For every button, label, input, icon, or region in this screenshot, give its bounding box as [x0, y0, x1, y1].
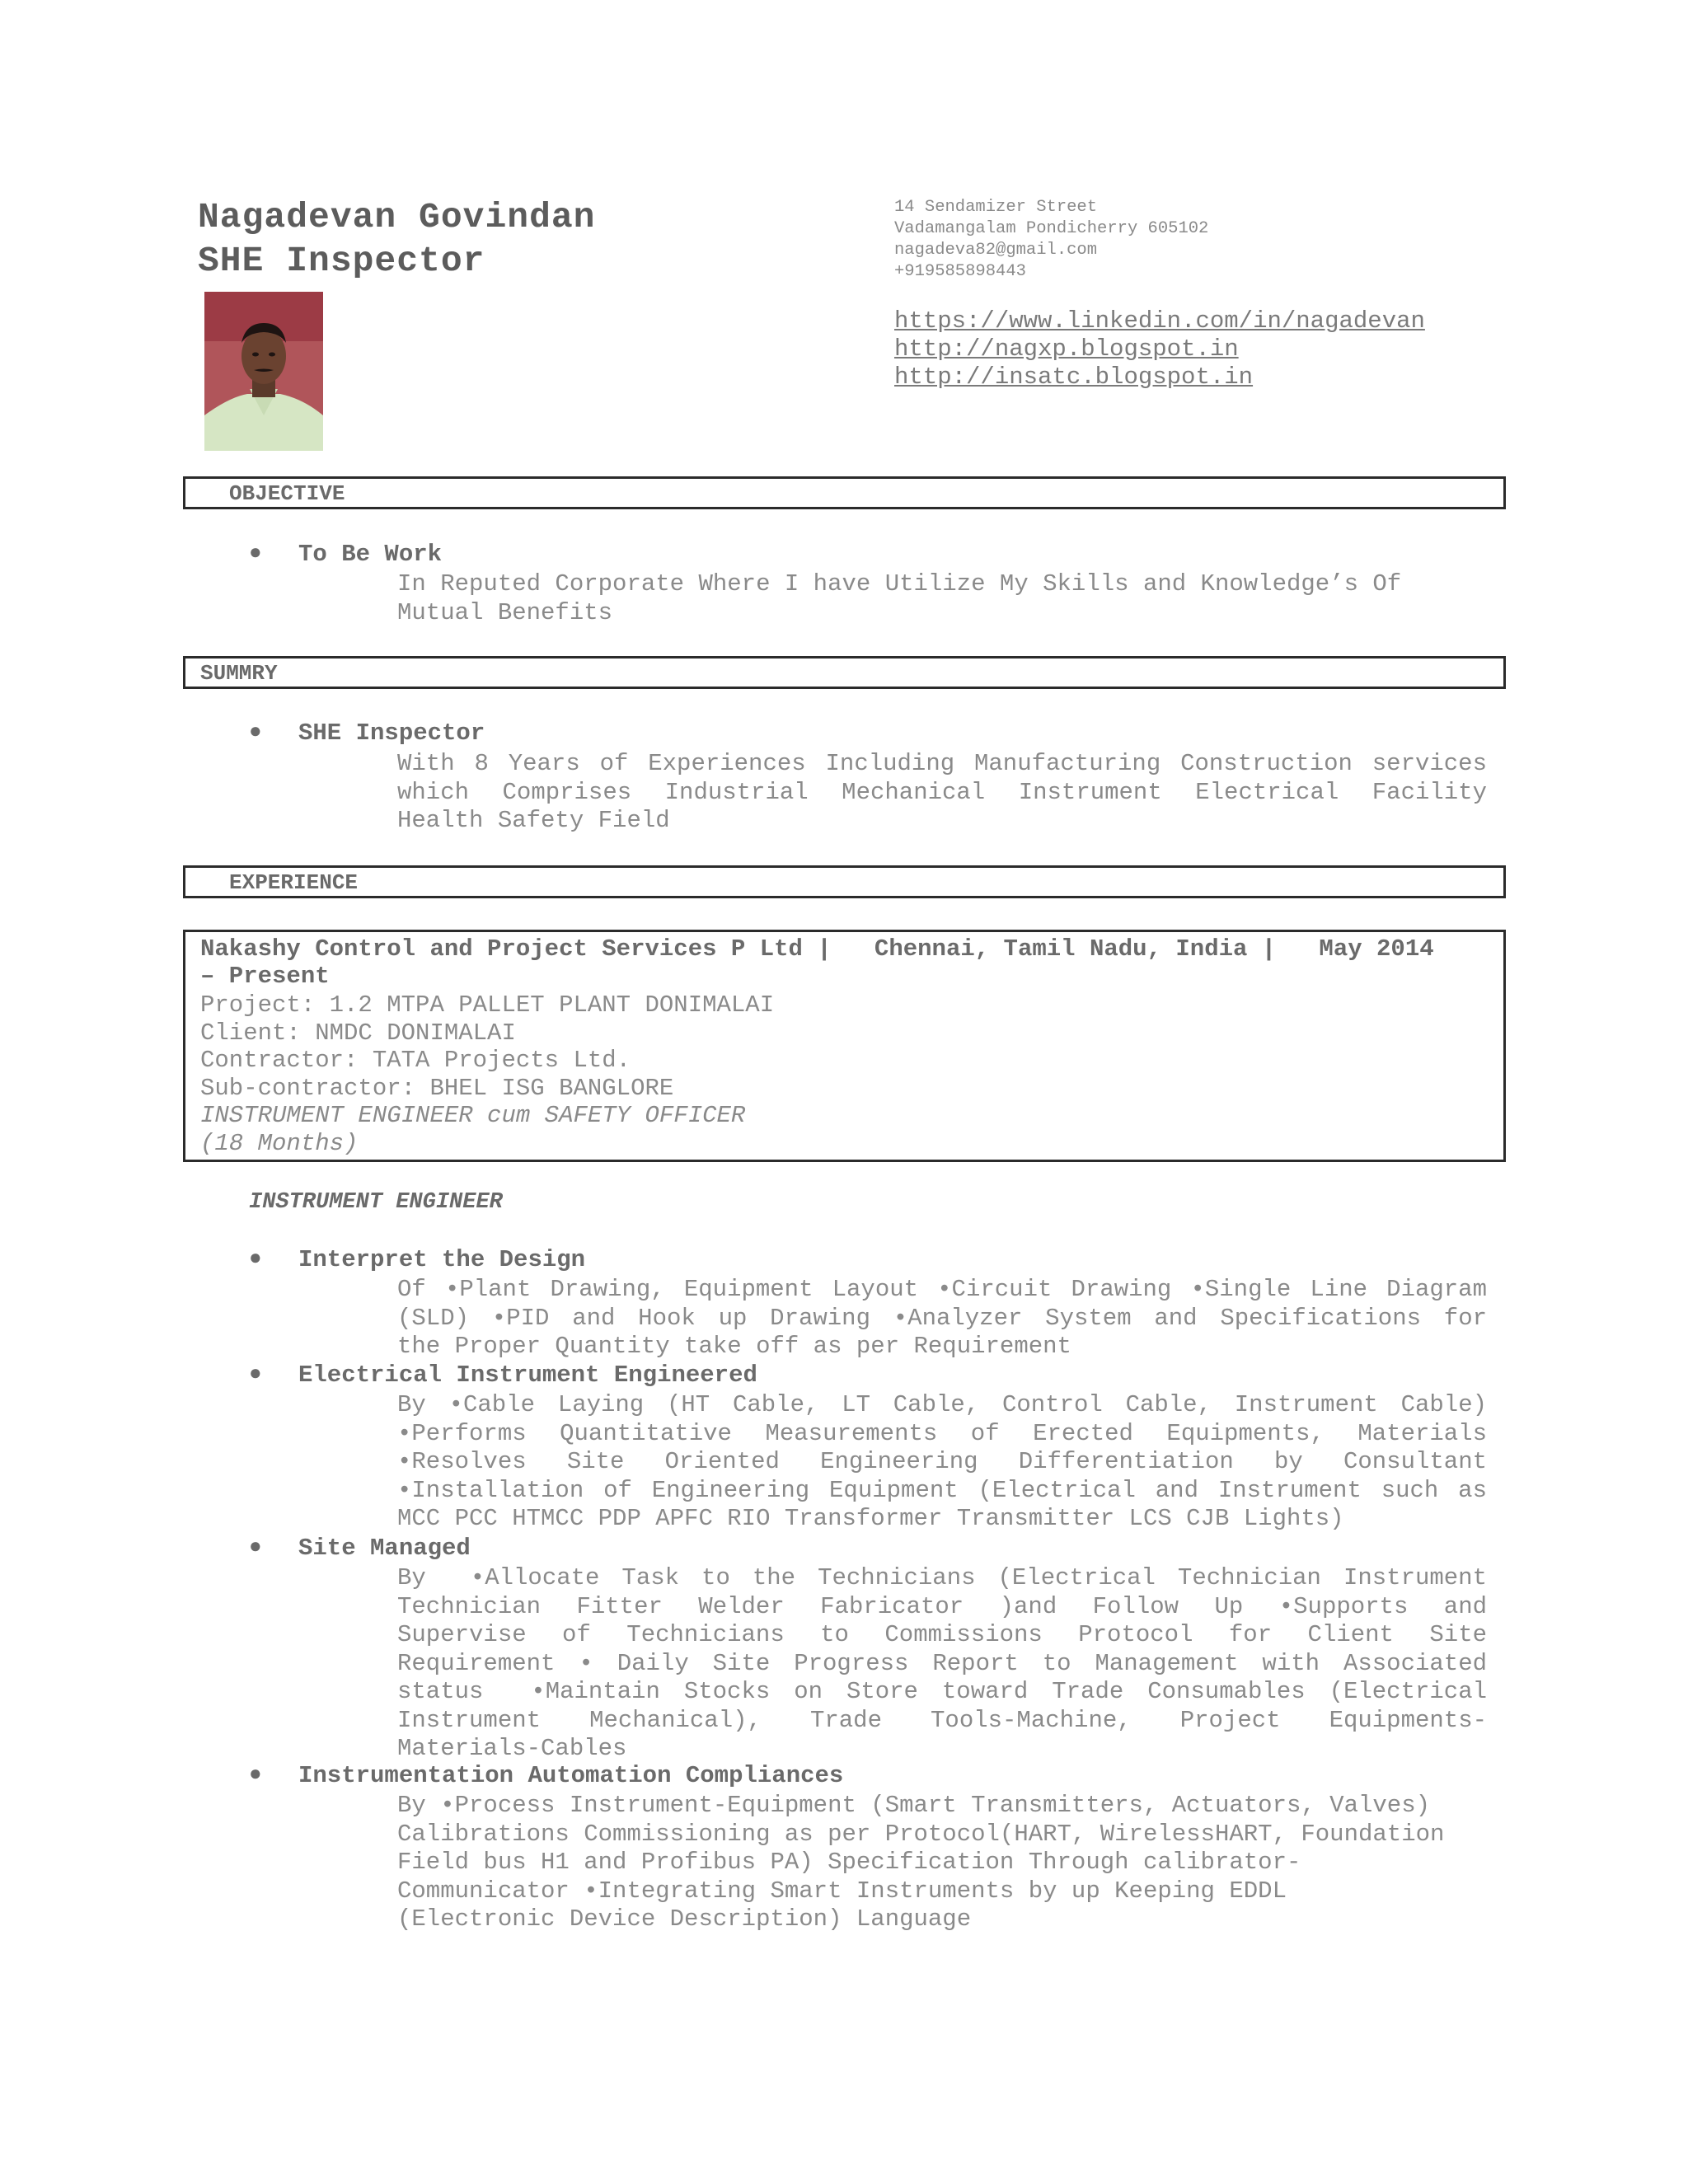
- profile-photo: [204, 292, 323, 451]
- experience-title: EXPERIENCE: [229, 870, 359, 895]
- item-line: the Proper Quantity take off as per Requirement: [397, 1333, 1071, 1360]
- objective-section-header: [183, 476, 1506, 509]
- item-line: Field bus H1 and Profibus PA) Specification Through calibrator-: [397, 1849, 1301, 1876]
- item-line: Supervise of Technicians to Commissions Protocol for Client Site: [397, 1621, 1487, 1648]
- item-line: status •Maintain Stocks on Store toward Trade Consumables (Electrical: [397, 1678, 1487, 1705]
- experience-entry-box: [183, 930, 1506, 1162]
- item-line: By •Allocate Task to the Technicians (Electrical Technician Instrument: [397, 1564, 1487, 1591]
- summary-line: Health Safety Field: [397, 807, 670, 834]
- address-street: 14 Sendamizer Street: [894, 198, 1098, 217]
- item-line: (SLD) •PID and Hook up Drawing •Analyzer System and Specifications for: [397, 1304, 1487, 1332]
- item-line: Instrument Mechanical), Trade Tools-Machine, Project Equipments-: [397, 1706, 1487, 1734]
- summary-title: SUMMRY: [200, 661, 278, 686]
- item-line: Communicator •Integrating Smart Instruments by up Keeping EDDL: [397, 1877, 1287, 1905]
- role-heading: INSTRUMENT ENGINEER: [249, 1190, 503, 1215]
- bullet-icon: ●: [249, 541, 262, 565]
- item-line: By •Process Instrument-Equipment (Smart Transmitters, Actuators, Valves): [397, 1792, 1431, 1819]
- summary-section-header: [183, 656, 1506, 689]
- person-role: SHE Inspector: [198, 241, 485, 281]
- item-head: Electrical Instrument Engineered: [298, 1361, 757, 1389]
- objective-bullet-head: To Be Work: [298, 541, 443, 568]
- company-line: Nakashy Control and Project Services P Ltd | Chennai, Tamil Nadu, India | May 2014: [200, 935, 1434, 963]
- item-text: [397, 1564, 1487, 1764]
- item-line: Technician Fitter Welder Fabricator )and Follow Up •Supports and: [397, 1592, 1487, 1620]
- contact-block: [894, 197, 1208, 283]
- subcontractor-line: Sub-contractor: BHEL ISG BANGLORE: [200, 1075, 674, 1102]
- email-address[interactable]: nagadeva82@gmail.com: [894, 241, 1098, 260]
- client-line: Client: NMDC DONIMALAI: [200, 1019, 516, 1047]
- blog-link-insatc[interactable]: http://insatc.blogspot.in: [894, 363, 1254, 391]
- bullet-icon: ●: [249, 1762, 262, 1787]
- person-name: Nagadevan Govindan: [198, 197, 596, 237]
- summary-bullet-head: SHE Inspector: [298, 719, 485, 747]
- item-line: Calibrations Commissioning as per Protocol(HART, WirelessHART, Foundation: [397, 1820, 1445, 1848]
- bullet-icon: ●: [249, 1246, 262, 1271]
- item-head: Interpret the Design: [298, 1246, 586, 1273]
- item-head: Instrumentation Automation Compliances: [298, 1762, 844, 1789]
- item-line: MCC PCC HTMCC PDP APFC RIO Transformer Transmitter LCS CJB Lights): [397, 1505, 1344, 1532]
- duration-line: (18 Months): [200, 1130, 359, 1157]
- item-line: •Installation of Engineering Equipment (Electrical and Instrument such as: [397, 1476, 1487, 1504]
- objective-line: In Reputed Corporate Where I have Utilize My Skills and Knowledge’s Of: [397, 570, 1402, 598]
- bullet-icon: ●: [249, 1361, 262, 1386]
- phone-number: +919585898443: [894, 262, 1026, 281]
- summary-line: which Comprises Industrial Mechanical Instrument Electrical Facility: [397, 778, 1487, 806]
- item-line: Of •Plant Drawing, Equipment Layout •Circuit Drawing •Single Line Diagram: [397, 1276, 1487, 1303]
- item-head: Site Managed: [298, 1535, 471, 1562]
- item-line: Requirement • Daily Site Progress Report to Management with Associated: [397, 1649, 1487, 1677]
- item-text: [397, 1276, 1487, 1361]
- item-line: (Electronic Device Description) Language: [397, 1905, 972, 1933]
- bullet-icon: ●: [249, 1535, 262, 1559]
- item-line: By •Cable Laying (HT Cable, LT Cable, Control Cable, Instrument Cable): [397, 1391, 1487, 1418]
- links-block: [894, 307, 1425, 391]
- company-line-cont: – Present: [200, 963, 330, 990]
- item-line: •Resolves Site Oriented Engineering Differentiation by Consultant: [397, 1448, 1487, 1475]
- objective-text: [397, 570, 1487, 627]
- address-city: Vadamangalam Pondicherry 605102: [894, 219, 1209, 238]
- objective-title: OBJECTIVE: [229, 481, 345, 506]
- item-text: [397, 1792, 1487, 1934]
- item-line: Materials-Cables: [397, 1735, 627, 1762]
- linkedin-link[interactable]: https://www.linkedin.com/in/nagadevan: [894, 307, 1425, 335]
- objective-line: Mutual Benefits: [397, 598, 613, 626]
- position-line: INSTRUMENT ENGINEER cum SAFETY OFFICER: [200, 1102, 746, 1129]
- contractor-line: Contractor: TATA Projects Ltd.: [200, 1047, 631, 1074]
- item-text: [397, 1391, 1487, 1534]
- project-line: Project: 1.2 MTPA PALLET PLANT DONIMALAI: [200, 991, 775, 1019]
- bullet-icon: ●: [249, 719, 262, 744]
- summary-line: With 8 Years of Experiences Including Manufacturing Construction services: [397, 750, 1487, 777]
- experience-section-header: [183, 865, 1506, 898]
- item-line: •Performs Quantitative Measurements of Erected Equipments, Materials: [397, 1419, 1487, 1447]
- summary-text: [397, 750, 1487, 836]
- blog-link-nagxp[interactable]: http://nagxp.blogspot.in: [894, 335, 1239, 363]
